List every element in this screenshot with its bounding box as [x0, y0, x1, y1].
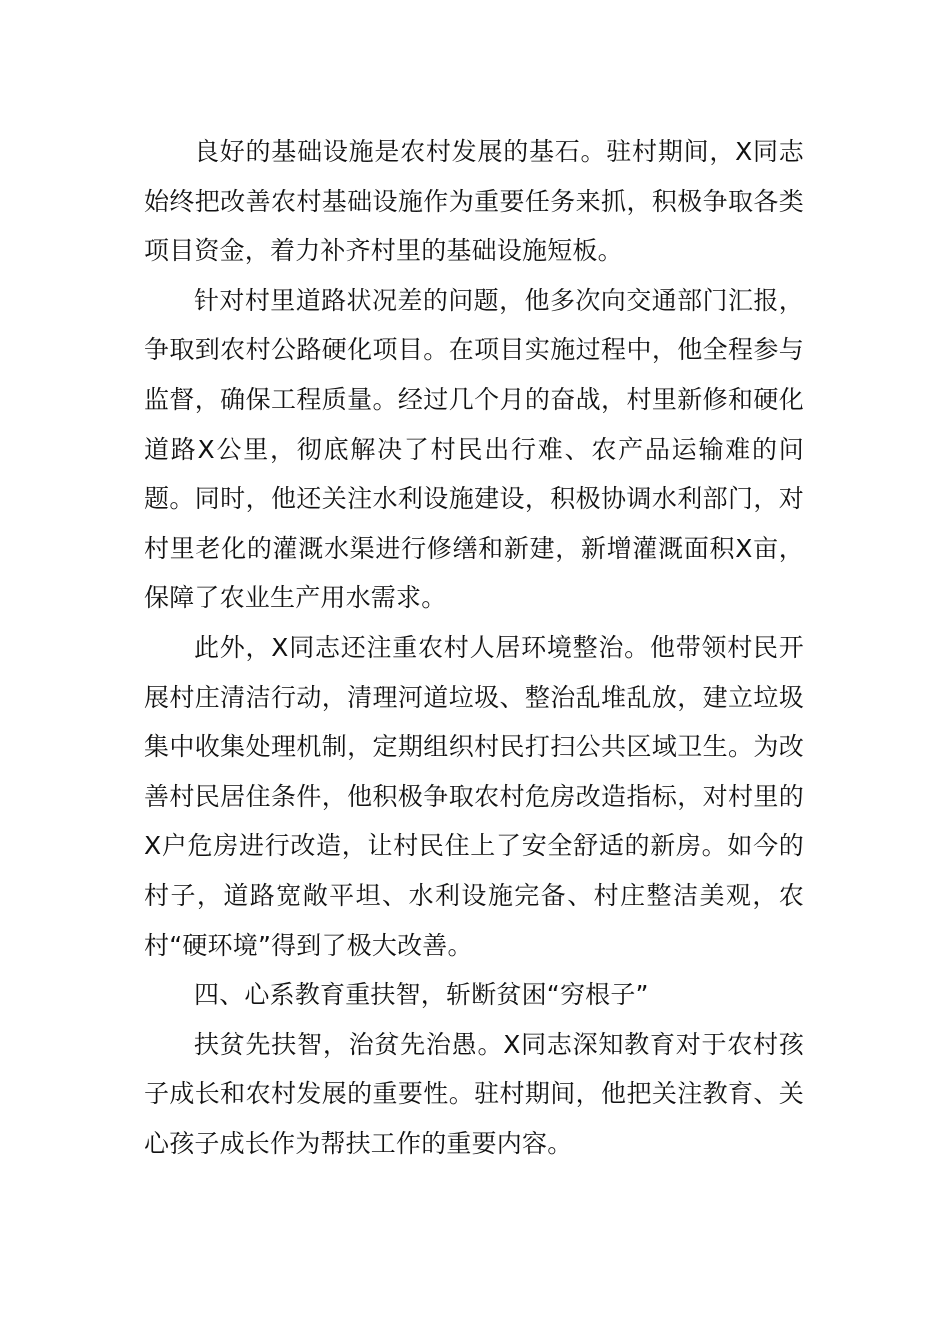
document-body [144, 127, 804, 1168]
paragraph-roads-water: 针对村里道路状况差的问题，他多次向交通部门汇报，争取到农村公路硬化项目。在项目实施过程中，他全程参与监督，确保工程质量。经过几个月的奋战，村里新修和硬化道路X公里，彻底解决了村民出行难、农产品运输难的问题。同时，他还关注水利设施建设，积极协调水利部门，对村里老化的灌溉水渠进行修缮和新建，新增灌溉面积X亩，保障了农业生产用水需求。 [144, 285, 804, 613]
paragraph-infrastructure-intro: 良好的基础设施是农村发展的基石。驻村期间，X同志始终把改善农村基础设施作为重要任务来抓，积极争取各类项目资金，着力补齐村里的基础设施短板。 [144, 137, 804, 266]
section-heading-education: 四、心系教育重扶智，斩断贫困“穷根子” [194, 980, 649, 1010]
paragraph-living-environment: 此外，X同志还注重农村人居环境整治。他带领村民开展村庄清洁行动，清理河道垃圾、整治乱堆乱放，建立垃圾集中收集处理机制，定期组织村民打扫公共区域卫生。为改善村民居住条件，他积极争取农村危房改造指标，对村里的X户危房进行改造，让村民住上了安全舒适的新房。如今的村子，道路宽敞平坦、水利设施完备、村庄整洁美观，农村“硬环境”得到了极大改善。 [144, 632, 804, 960]
paragraph-education-intro: 扶贫先扶智，治贫先治愚。X同志深知教育对于农村孩子成长和农村发展的重要性。驻村期间，他把关注教育、关心孩子成长作为帮扶工作的重要内容。 [144, 1029, 804, 1158]
